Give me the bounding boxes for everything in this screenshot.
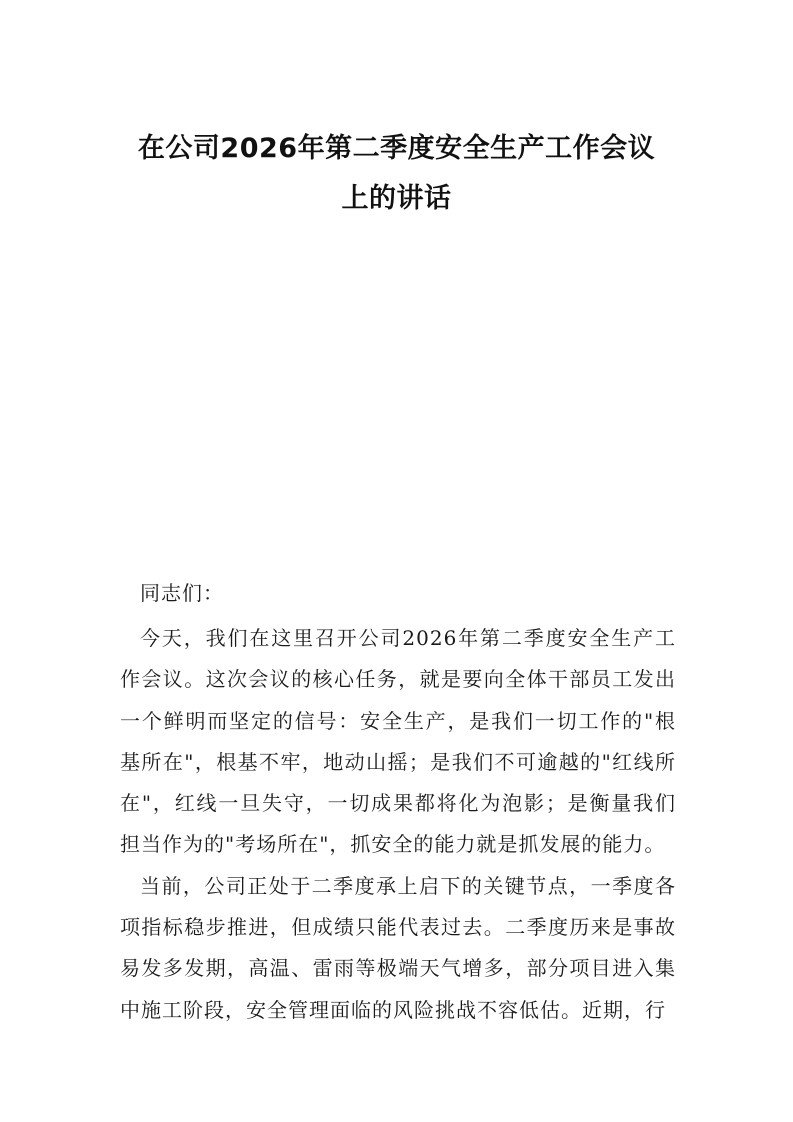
speech-body — [120, 574, 676, 1031]
document-title-line-1: 在公司2026年第二季度安全生产工作会议 — [137, 133, 656, 164]
paragraph-1: 今天，我们在这里召开公司2026年第二季度安全生产工作会议。这次会议的核心任务，就是要向全体干部员工发出一个鲜明而坚定的信号：安全生产，是我们一切工作的"根基所在"，根基不牢，地动山摇；是我们不可逾越的"红线所在"，红线一旦失守，一切成果都将化为泡影；是衡量我们担当作为的"考场所在"，抓安全的能力就是抓发展的能力。 — [120, 626, 676, 857]
greeting: 同志们： — [140, 581, 224, 605]
paragraph-2: 当前，公司正处于二季度承上启下的关键节点，一季度各项指标稳步推进，但成绩只能代表过去。二季度历来是事故易发多发期，高温、雷雨等极端天气增多，部分项目进入集中施工阶段，安全管理面临的风险挑战不容低估。近期，行 — [120, 873, 676, 1022]
document-title-line-2: 上的讲话 — [341, 183, 452, 214]
